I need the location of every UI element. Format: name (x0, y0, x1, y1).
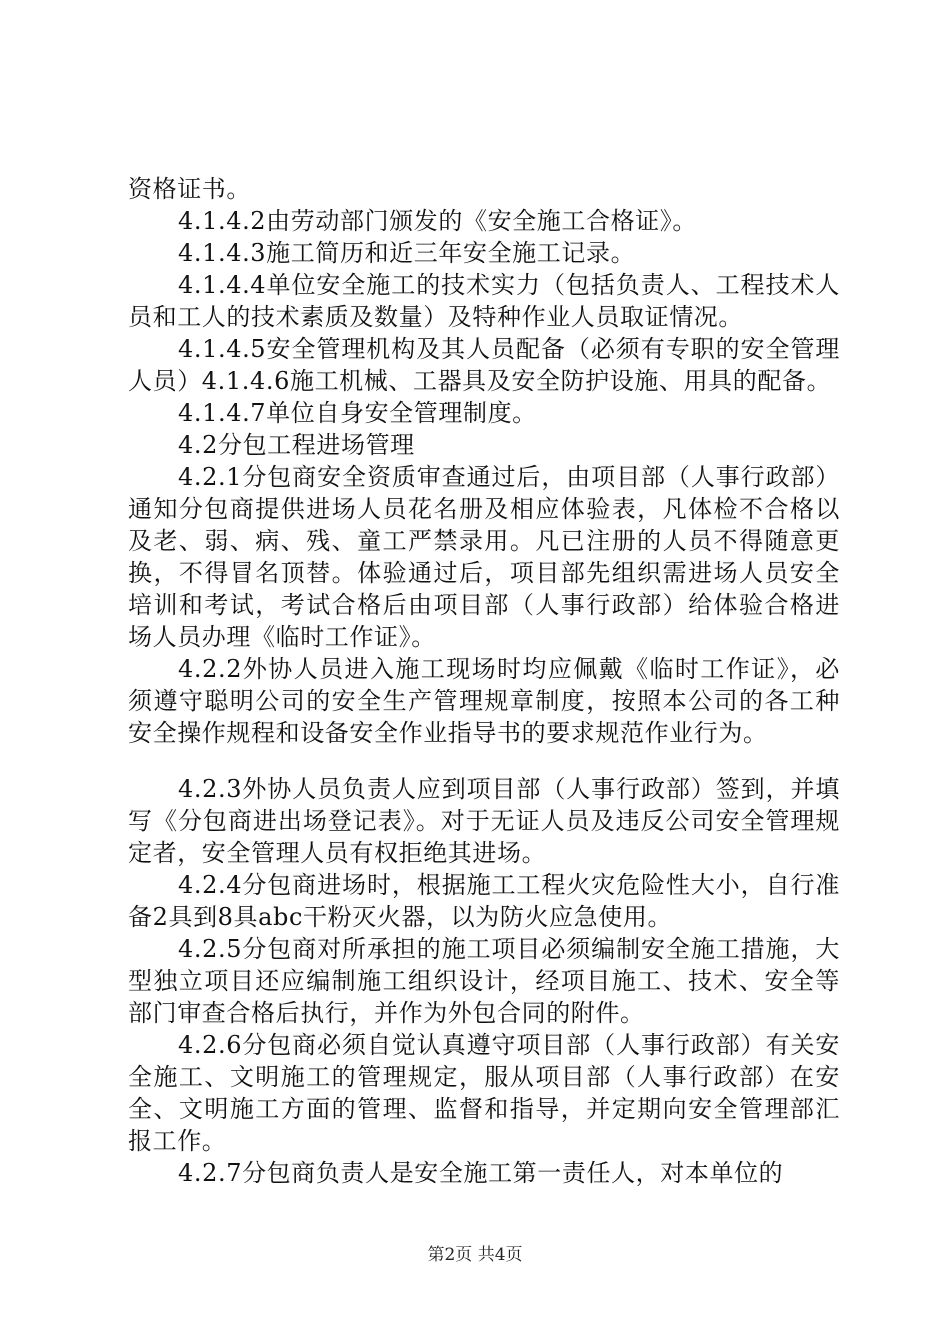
paragraph-4-2-5: 4.2.5分包商对所承担的施工项目必须编制安全施工措施，大型独立项目还应编制施工组织设计，经项目施工、技术、安全等部门审查合格后执行，并作为外包合同的附件。 (128, 935, 840, 1027)
paragraph-4-1-4-2: 4.1.4.2由劳动部门颁发的《安全施工合格证》。 (178, 207, 697, 235)
paragraph-4-2-1: 4.2.1分包商安全资质审查通过后，由项目部（人事行政部）通知分包商提供进场人员花名册及相应体验表，凡体检不合格以及老、弱、病、残、童工严禁录用。凡已注册的人员不得随意更换，不得冒名顶替。体验通过后，项目部先组织需进场人员安全培训和考试，考试合格后由项目部（人事行政部）给体验合格进场人员办理《临时工作证》。 (128, 463, 840, 651)
page-number-footer: 第2页 共4页 (427, 1245, 523, 1265)
paragraph-4-2-4: 4.2.4分包商进场时，根据施工工程火灾危险性大小，自行准备2具到8具abc干粉灭火器，以为防火应急使用。 (128, 871, 840, 931)
paragraph-4-1-4-7: 4.1.4.7单位自身安全管理制度。 (178, 399, 537, 427)
paragraph-4-2-2: 4.2.2外协人员进入施工现场时均应佩戴《临时工作证》，必须遵守聪明公司的安全生产管理规章制度，按照本公司的各工种安全操作规程和设备安全作业指导书的要求规范作业行为。 (128, 655, 840, 747)
paragraph-4-1-4-3: 4.1.4.3施工简历和近三年安全施工记录。 (178, 239, 636, 267)
document-body (128, 173, 840, 1189)
paragraph-continuation: 资格证书。 (128, 175, 251, 203)
paragraph-4-1-4-4: 4.1.4.4单位安全施工的技术实力（包括负责人、工程技术人员和工人的技术素质及数量）及特种作业人员取证情况。 (128, 271, 840, 331)
paragraph-4-2-6: 4.2.6分包商必须自觉认真遵守项目部（人事行政部）有关安全施工、文明施工的管理规定，服从项目部（人事行政部）在安全、文明施工方面的管理、监督和指导，并定期向安全管理部汇报工作。 (128, 1031, 840, 1155)
paragraph-4-2-7: 4.2.7分包商负责人是安全施工第一责任人，对本单位的 (178, 1159, 784, 1187)
paragraph-4-1-4-5: 4.1.4.5安全管理机构及其人员配备（必须有专职的安全管理人员）4.1.4.6施工机械、工器具及安全防护设施、用具的配备。 (128, 335, 840, 395)
paragraph-4-2-3: 4.2.3外协人员负责人应到项目部（人事行政部）签到，并填写《分包商进出场登记表》。对于无证人员及违反公司安全管理规定者，安全管理人员有权拒绝其进场。 (128, 775, 840, 867)
section-heading-4-2: 4.2分包工程进场管理 (178, 431, 415, 459)
